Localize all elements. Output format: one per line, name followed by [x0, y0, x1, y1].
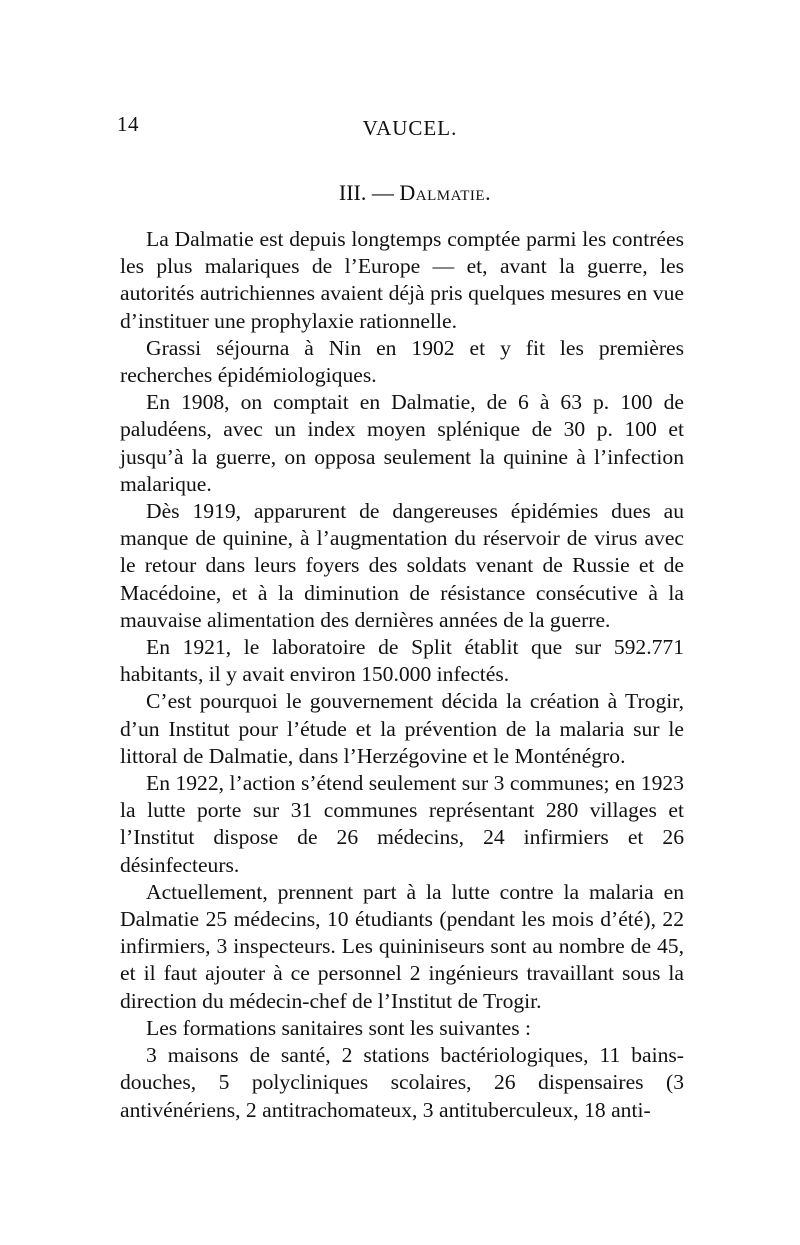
section-title: [0, 180, 800, 206]
section-number: III. —: [338, 180, 394, 205]
paragraph: En 1921, le laboratoire de Split établit que sur 592.771 habitants, il y avait environ 150.000 infectés.: [120, 635, 684, 687]
paragraph: Les formations sanitaires sont les suivantes :: [146, 1015, 532, 1040]
running-head: VAUCEL.: [362, 116, 458, 140]
paragraph: En 1922, l’action s’étend seulement sur 3 communes; en 1923 la lutte porte sur 31 communes représentant 280 villages et l’Institut dispose de 26 médecins, 24 infirmiers et 26 désinfecteurs.: [120, 771, 684, 877]
paragraph: C’est pourquoi le gouvernement décida la création à Trogir, d’un Institut pour l’étude et la prévention de la malaria sur le littoral de Dalmatie, dans l’Herzégovine et le Monténégro.: [120, 689, 684, 768]
paragraph: En 1908, on comptait en Dalmatie, de 6 à 63 p. 100 de paludéens, avec un index moyen splénique de 30 p. 100 et jusqu’à la guerre, on opposa seulement la quinine à l’infection malarique.: [120, 390, 684, 496]
paragraph: 3 maisons de santé, 2 stations bactériologiques, 11 bains-douches, 5 polycliniques scolaires, 26 dispensaires (3 antivénériens, 2 antitrachomateux, 3 antituberculeux, 18 anti-: [120, 1043, 684, 1122]
section-name: Dalmatie.: [399, 180, 492, 205]
paragraph: La Dalmatie est depuis longtemps comptée parmi les contrées les plus malariques de l’Europe — et, avant la guerre, les autorités autrichiennes avaient déjà pris quelques mesures en vue d’instituer une prophylaxie rationnelle.: [120, 227, 684, 333]
page-number: 14: [117, 112, 139, 136]
paragraph: Dès 1919, apparurent de dangereuses épidémies dues au manque de quinine, à l’augmentation du réservoir de virus avec le retour dans leurs foyers des soldats venant de Russie et de Macédoine, et à la diminution de résistance consécutive à la mauvaise alimentation des dernières années de la guerre.: [120, 499, 684, 632]
paragraph: Grassi séjourna à Nin en 1902 et y fit les premières recherches épidémiologiques.: [120, 335, 684, 388]
paragraph: Actuellement, prennent part à la lutte contre la malaria en Dalmatie 25 médecins, 10 étudiants (pendant les mois d’été), 22 infirmiers, 3 inspecteurs. Les quininiseurs sont au nombre de 45, et il faut ajouter à ce personnel 2 ingénieurs travaillant sous la direction du médecin-chef de l’Institut de Trogir.: [120, 879, 684, 1013]
body-text: [120, 226, 684, 1124]
